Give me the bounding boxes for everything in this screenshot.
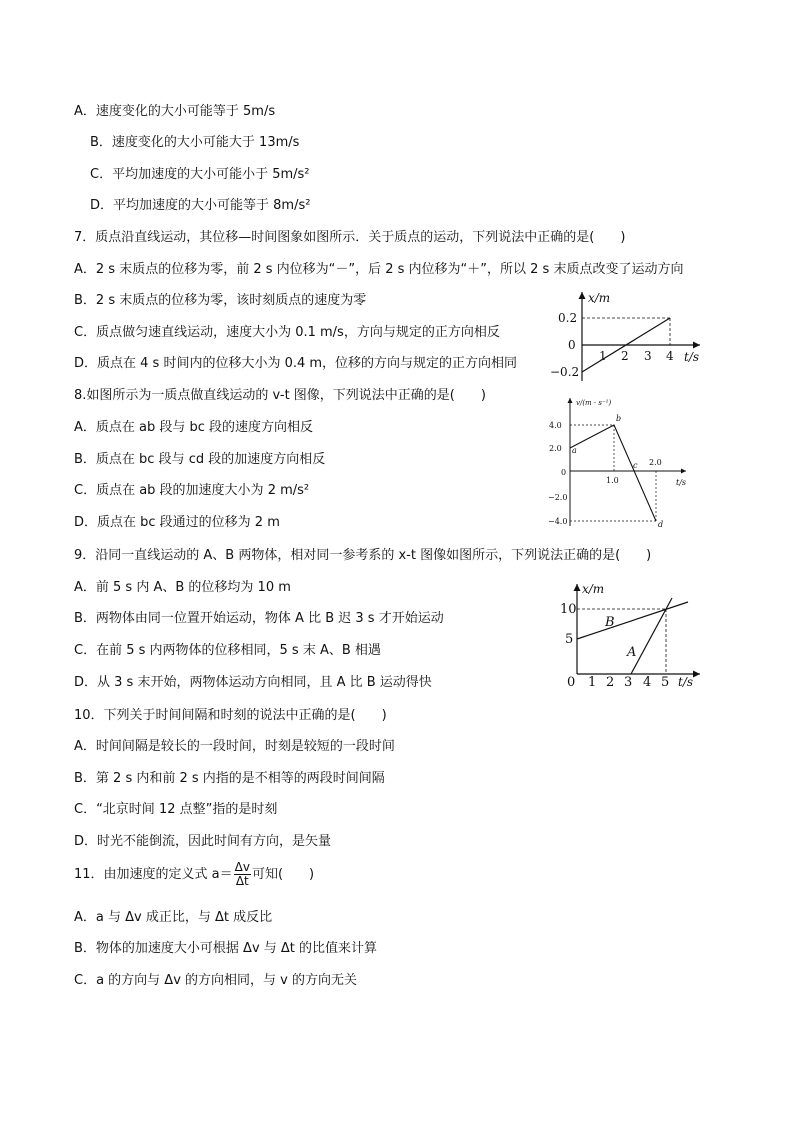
fraction-numerator: Δv bbox=[234, 860, 250, 874]
question-11-stem bbox=[74, 861, 314, 888]
question-7-xt-graph bbox=[548, 286, 708, 386]
question-9-xt-graph bbox=[560, 580, 708, 690]
question-8-option-b: B．质点在 bc 段与 cd 段的加速度方向相反 bbox=[74, 452, 326, 467]
option-prev-c: C．平均加速度的大小可能小于 5m/s² bbox=[90, 167, 310, 182]
question-9-option-d: D．从 3 s 末开始，两物体运动方向相同，且 A 比 B 运动得快 bbox=[74, 675, 432, 690]
x-tick-label: 0 bbox=[567, 675, 576, 690]
y-tick-label: −2.0 bbox=[548, 493, 568, 502]
question-11-option-c: C．a 的方向与 Δv 的方向相同，与 v 的方向无关 bbox=[74, 973, 357, 988]
x-tick-label: 1.0 bbox=[606, 476, 619, 485]
question-10-option-d: D．时光不能倒流，因此时间有方向，是矢量 bbox=[74, 834, 332, 849]
x-axis-label: t/s bbox=[684, 350, 700, 364]
x-tick-label: 2.0 bbox=[649, 458, 662, 467]
y-tick-label: 0.2 bbox=[558, 311, 578, 325]
question-8-option-d: D．质点在 bc 段通过的位移为 2 m bbox=[74, 515, 280, 530]
y-tick-label: 0 bbox=[561, 468, 567, 477]
option-prev-b: B．速度变化的大小可能大于 13m/s bbox=[90, 135, 300, 150]
line-b bbox=[577, 602, 688, 639]
question-11-option-a: A．a 与 Δv 成正比，与 Δt 成反比 bbox=[74, 910, 273, 925]
y-tick-label: 10 bbox=[560, 602, 577, 617]
question-9-option-a: A．前 5 s 内 A、B 的位移均为 10 m bbox=[74, 580, 291, 595]
question-10-option-c: C．“北京时间 12 点整”指的是时刻 bbox=[74, 802, 278, 817]
x-tick-label: 4 bbox=[643, 675, 652, 690]
question-9-option-c: C．在前 5 s 内两物体的位移相同，5 s 末 A、B 相遇 bbox=[74, 643, 381, 658]
point-label: c bbox=[633, 461, 638, 470]
question-8-vt-graph bbox=[548, 393, 698, 533]
x-tick-label: 1 bbox=[599, 349, 607, 363]
x-tick-label: 2 bbox=[621, 349, 629, 363]
question-7-stem: 7．质点沿直线运动，其位移—时间图象如图所示．关于质点的运动，下列说法中正确的是( ) bbox=[74, 230, 626, 245]
x-tick-label: 2 bbox=[606, 675, 615, 690]
question-8-option-c: C．质点在 ab 段的加速度大小为 2 m/s² bbox=[74, 483, 310, 498]
y-axis-label: x/m bbox=[582, 582, 605, 596]
x-tick-label: 5 bbox=[661, 675, 670, 690]
question-11-stem-pre: 11．由加速度的定义式 a＝ bbox=[74, 867, 233, 882]
question-7-option-b: B．2 s 末质点的位移为零，该时刻质点的速度为零 bbox=[74, 293, 367, 308]
x-tick-label: 3 bbox=[624, 675, 633, 690]
line-b-label: B bbox=[605, 615, 615, 630]
point-label: d bbox=[658, 520, 664, 529]
option-prev-d: D．平均加速度的大小可能等于 8m/s² bbox=[90, 198, 311, 213]
question-10-option-b: B．第 2 s 内和前 2 s 内指的是不相等的两段时间间隔 bbox=[74, 771, 385, 786]
question-8-option-a: A．质点在 ab 段与 bc 段的速度方向相反 bbox=[74, 420, 314, 435]
question-9-option-b: B．两物体由同一位置开始运动，物体 A 比 B 迟 3 s 才开始运动 bbox=[74, 611, 444, 626]
question-7-option-c: C．质点做匀速直线运动，速度大小为 0.1 m/s，方向与规定的正方向相反 bbox=[74, 325, 500, 340]
y-tick-label: −4.0 bbox=[548, 517, 568, 526]
y-tick-label: 0 bbox=[568, 338, 576, 352]
y-tick-label: 4.0 bbox=[549, 421, 562, 430]
question-8-stem: 8.如图所示为一质点做直线运动的 v-t 图像，下列说法中正确的是( ) bbox=[74, 388, 486, 403]
fraction-denominator: Δt bbox=[235, 874, 249, 888]
x-tick-label: 3 bbox=[644, 349, 652, 363]
point-label: b bbox=[616, 414, 622, 423]
option-prev-a: A．速度变化的大小可能等于 5m/s bbox=[74, 104, 276, 119]
y-tick-label: 5 bbox=[565, 632, 574, 647]
question-7-option-d: D．质点在 4 s 时间内的位移大小为 0.4 m，位移的方向与规定的正方向相同 bbox=[74, 356, 518, 371]
line-a-label: A bbox=[627, 645, 637, 660]
question-7-option-a: A．2 s 末质点的位移为零，前 2 s 内位移为“－”，后 2 s 内位移为“＋”，所以 2 s 末质点改变了运动方向 bbox=[74, 262, 684, 277]
question-11-stem-post: 可知( ) bbox=[251, 867, 315, 882]
point-label: a bbox=[572, 446, 577, 455]
y-axis-label: x/m bbox=[588, 291, 611, 305]
x-axis-label: t/s bbox=[676, 478, 687, 487]
question-10-option-a: A．时间间隔是较长的一段时间，时刻是较短的一段时间 bbox=[74, 739, 395, 754]
acceleration-fraction bbox=[234, 861, 251, 888]
x-tick-label: 4 bbox=[666, 349, 674, 363]
y-tick-label: −0.2 bbox=[550, 365, 580, 379]
question-9-stem: 9．沿同一直线运动的 A、B 两物体，相对同一参考系的 x-t 图像如图所示，下列说法正确的是( ) bbox=[74, 548, 652, 563]
y-axis-label: v/(m · s⁻¹) bbox=[576, 399, 612, 407]
y-tick-label: 2.0 bbox=[549, 444, 562, 453]
vt-line bbox=[570, 425, 656, 521]
x-tick-label: 1 bbox=[588, 675, 597, 690]
question-10-stem: 10．下列关于时间间隔和时刻的说法中正确的是( ) bbox=[74, 708, 387, 723]
question-11-option-b: B．物体的加速度大小可根据 Δv 与 Δt 的比值来计算 bbox=[74, 941, 378, 956]
x-axis-label: t/s bbox=[678, 675, 694, 689]
